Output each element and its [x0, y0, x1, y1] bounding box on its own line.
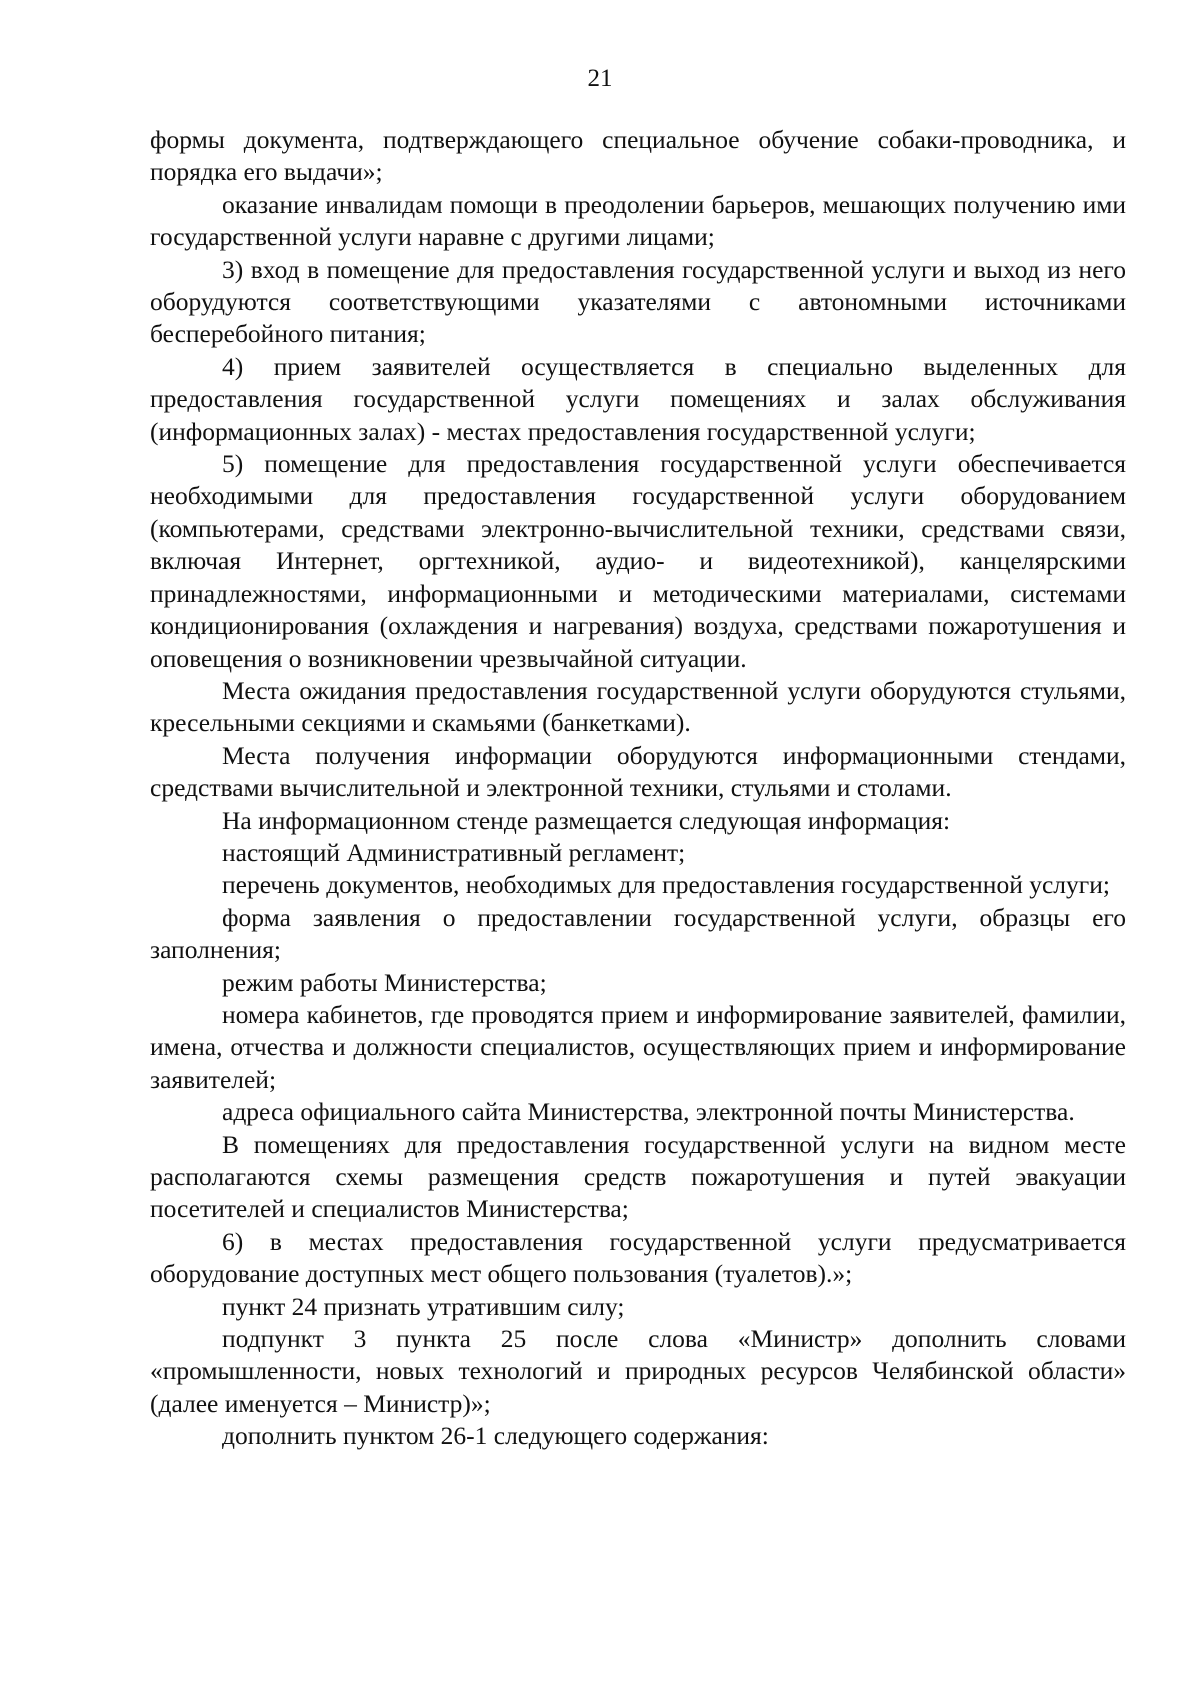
paragraph-item-3-entrance: 3) вход в помещение для предоставления государственной услуги и выход из него оборудуются соответствующими указателями с автономными источниками бесперебойного питания;: [150, 254, 1126, 349]
paragraph-continuation: формы документа, подтверждающего специальное обучение собаки-проводника, и порядка его выдачи»;: [150, 125, 1126, 187]
paragraph-waiting-places: Места ожидания предоставления государственной услуги оборудуются стульями, кресельными секциями и скамьями (банкетками).: [150, 675, 1126, 738]
paragraph-item-4-reception: 4) прием заявителей осуществляется в специально выделенных для предоставления государственной услуги помещениях и залах обслуживания (информационных залах) - местах предоставления государственной услуги;: [150, 351, 1126, 446]
page-number: 21: [587, 65, 613, 92]
list-item-working-hours: режим работы Министерства;: [222, 967, 547, 997]
paragraph-assistance-to-disabled: оказание инвалидам помощи в преодолении барьеров, мешающих получению ими государственной услуги наравне с другими лицами;: [150, 189, 1126, 252]
paragraph-information-places: Места получения информации оборудуются информационными стендами, средствами вычислительной и электронной техники, стульями и столами.: [150, 740, 1126, 803]
list-item-addresses: адреса официального сайта Министерства, электронной почты Министерства.: [222, 1097, 1075, 1127]
paragraph-evacuation-schemes: В помещениях для предоставления государственной услуги на видном месте располагаются схемы размещения средств пожаротушения и путей эвакуации посетителей и специалистов Министерства;: [150, 1129, 1126, 1224]
list-item-documents: перечень документов, необходимых для предоставления государственной услуги;: [222, 870, 1110, 900]
paragraph-subpoint-3-point-25: подпункт 3 пункта 25 после слова «Министр» дополнить словами «промышленности, новых технологий и природных ресурсов Челябинской области» (далее именуется – Министр)»;: [150, 1324, 1126, 1418]
paragraph-info-stand-intro: На информационном стенде размещается следующая информация:: [222, 805, 951, 835]
list-item-office-numbers: номера кабинетов, где проводятся прием и информирование заявителей, фамилии, имена, отчества и должности специалистов, осуществляющих прием и информирование заявителей;: [150, 999, 1126, 1094]
list-item-regulation: настоящий Административный регламент;: [222, 837, 686, 867]
paragraph-add-point-26-1: дополнить пунктом 26-1 следующего содержания:: [222, 1421, 769, 1451]
paragraph-item-6-facilities: 6) в местах предоставления государственной услуги предусматривается оборудование доступных мест общего пользования (туалетов).»;: [150, 1226, 1126, 1289]
paragraph-item-5-equipment: 5) помещение для предоставления государственной услуги обеспечивается необходимыми для предоставления государственной услуги оборудованием (компьютерами, средствами электронно-вычислительной техники, средствами связи, включая Интернет, оргтехникой, аудио- и видеотехникой), канцелярскими принадлежностями, информационными и методическими материалами, системами кондиционирования (охлаждения и нагревания) воздуха, средствами пожаротушения и оповещения о возникновении чрезвычайной ситуации.: [150, 449, 1126, 673]
paragraph-point-24: пункт 24 признать утратившим силу;: [222, 1291, 625, 1321]
list-item-application-form: форма заявления о предоставлении государственной услуги, образцы его заполнения;: [150, 902, 1126, 965]
document-body: [150, 124, 1126, 1453]
